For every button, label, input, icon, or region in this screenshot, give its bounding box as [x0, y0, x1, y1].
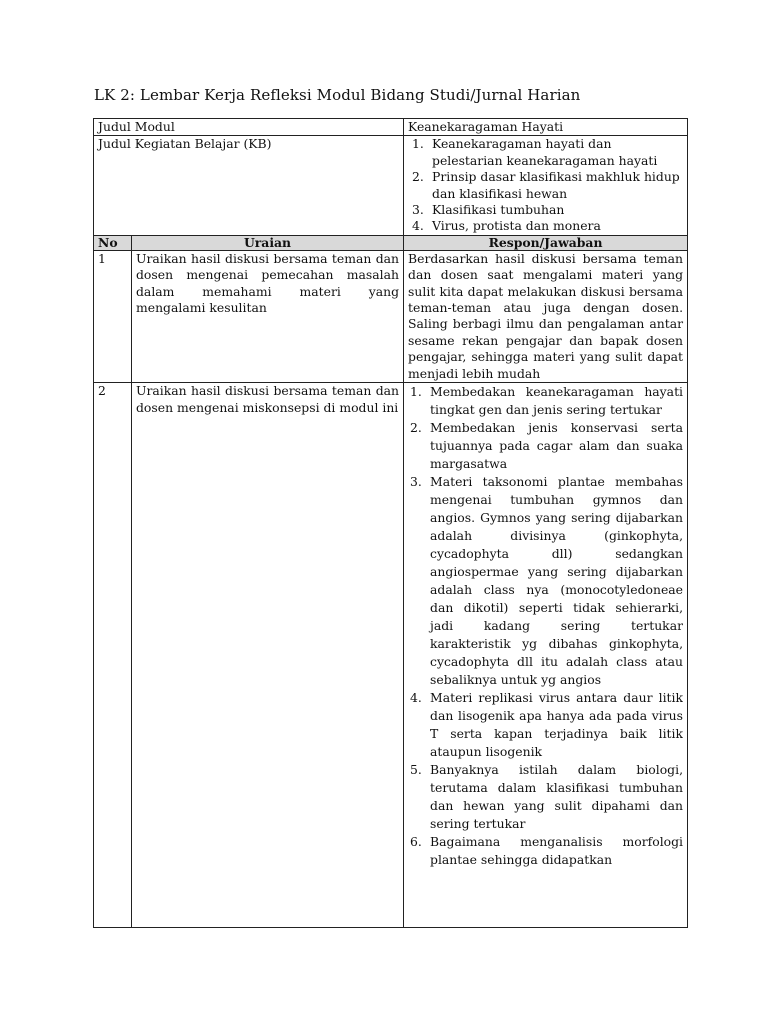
kb-list: [408, 136, 683, 234]
table-row: [94, 250, 688, 382]
respon-item: [408, 833, 683, 869]
kb-title-label: Judul Kegiatan Belajar (KB): [94, 136, 404, 235]
respon-item-number: 6.: [410, 834, 422, 850]
respon-item: [408, 383, 683, 419]
row-respon: Berdasarkan hasil diskusi bersama teman dan dosen saat mengalami materi yang sulit kita dapat melakukan diskusi bersama teman-teman atau juga dengan dosen. Saling berbagi ilmu dan pengalaman antar sesame rekan pengajar dan bapak dosen pengajar, sehingga materi yang sulit dapat menjadi lebih mudah: [404, 250, 688, 382]
respon-item-number: 5.: [410, 762, 422, 778]
document-title: LK 2: Lembar Kerja Refleksi Modul Bidang Studi/Jurnal Harian: [94, 86, 581, 104]
header-uraian: Uraian: [132, 235, 404, 250]
respon-item-text: Materi replikasi virus antara daur litik dan lisogenik apa hanya ada pada virus T serta kapan terjadinya baik litik ataupun lisogenik: [430, 690, 684, 760]
header-no: No: [94, 235, 132, 250]
respon-item-number: 4.: [410, 690, 422, 706]
module-title-row: [94, 119, 688, 136]
kb-item: [408, 169, 683, 202]
module-title-value: Keanekaragaman Hayati: [404, 119, 688, 136]
row-respon-cell: [404, 383, 688, 928]
row-number: 2: [94, 383, 132, 928]
respon-item-number: 2.: [410, 420, 422, 436]
reflection-table: [93, 118, 688, 928]
row-uraian: Uraikan hasil diskusi bersama teman dan dosen mengenai pemecahan masalah dalam memahami materi yang mengalami kesulitan: [132, 250, 404, 382]
kb-item: [408, 136, 683, 169]
module-title-label: Judul Modul: [94, 119, 404, 136]
respon-item-text: Banyaknya istilah dalam biologi, terutama dalam klasifikasi tumbuhan dan hewan yang sulit dipahami dan sering tertukar: [430, 762, 684, 832]
kb-item-text: Keanekaragaman hayati dan pelestarian keanekaragaman hayati: [432, 136, 658, 168]
kb-item-text: Virus, protista dan monera: [432, 218, 601, 234]
header-respon: Respon/Jawaban: [404, 235, 688, 250]
kb-title-row: [94, 136, 688, 235]
respon-item-text: Membedakan jenis konservasi serta tujuannya pada cagar alam dan suaka margasatwa: [430, 420, 684, 472]
kb-item-number: 2.: [412, 169, 424, 185]
respon-item-number: 1.: [410, 384, 422, 400]
kb-item: [408, 218, 683, 234]
respon-item-text: Materi taksonomi plantae membahas mengenai tumbuhan gymnos dan angios. Gymnos yang sering dijabarkan adalah divisinya (ginkophyta, cycadophyta dll) sedangkan angiospermae yang sering dijabarkan adalah class nya (monocotyledoneae dan dikotil) seperti tidak sehierarki, jadi kadang sering tertukar karakteristik yg dibahas ginkophyta, cycadophyta dll itu adalah class atau sebaliknya untuk yg angios: [430, 474, 684, 688]
row-number: 1: [94, 250, 132, 382]
kb-item-text: Prinsip dasar klasifikasi makhluk hidup dan klasifikasi hewan: [432, 169, 680, 201]
table-header-row: [94, 235, 688, 250]
respon-item-text: Bagaimana menganalisis morfologi plantae sehingga didapatkan: [430, 834, 684, 868]
respon-item-number: 3.: [410, 474, 422, 490]
kb-item-number: 1.: [412, 136, 424, 152]
respon-item: [408, 419, 683, 473]
respon-item-text: Membedakan keanekaragaman hayati tingkat gen dan jenis sering tertukar: [430, 384, 684, 418]
respon-list: [408, 383, 683, 869]
respon-list-wrapper: [408, 383, 683, 927]
kb-item-text: Klasifikasi tumbuhan: [432, 202, 565, 218]
respon-item: [408, 473, 683, 689]
kb-item: [408, 202, 683, 218]
table-row: [94, 383, 688, 928]
row-uraian: Uraikan hasil diskusi bersama teman dan dosen mengenai miskonsepsi di modul ini: [132, 383, 404, 928]
kb-list-cell: [404, 136, 688, 235]
kb-item-number: 4.: [412, 218, 424, 234]
respon-item: [408, 689, 683, 761]
kb-item-number: 3.: [412, 202, 424, 218]
respon-item: [408, 761, 683, 833]
